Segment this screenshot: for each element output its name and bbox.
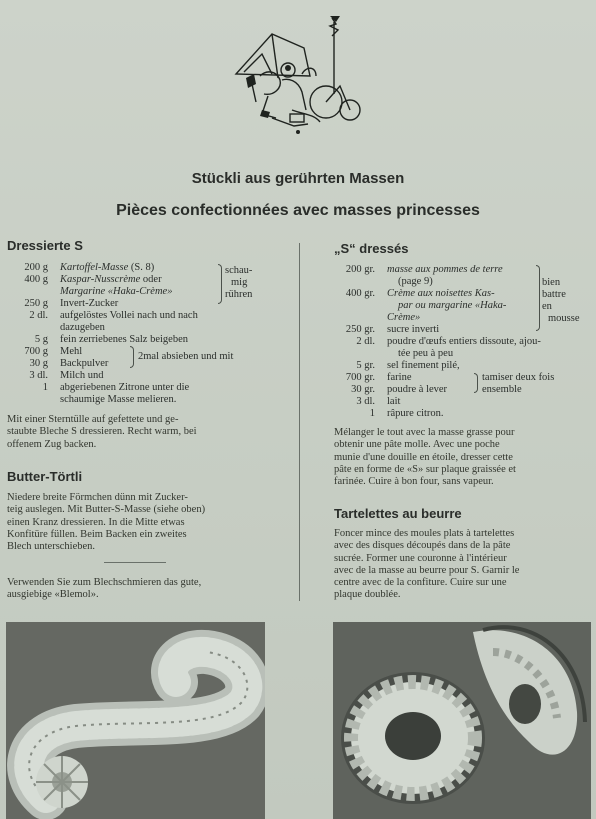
ingredient-quantity: 3 dl. bbox=[29, 370, 48, 381]
text-line: sucrée. Former une couronne à l'intérieur bbox=[334, 552, 507, 564]
s-pastry-photo bbox=[6, 622, 265, 819]
ingredient-text bbox=[60, 334, 188, 346]
ingredient-text bbox=[60, 298, 118, 310]
text-line: ausgiebige «Blemol». bbox=[7, 589, 99, 601]
ingredient-quantity: 2 dl. bbox=[356, 336, 375, 347]
ingredient-text: poudre à lever bbox=[387, 384, 448, 395]
ingredient-text: (page 9) bbox=[398, 276, 433, 287]
ingredient-name: Backpulver bbox=[60, 358, 109, 369]
ingredient-text: lait bbox=[387, 396, 401, 407]
ingredient-name: Mehl bbox=[60, 346, 83, 357]
ingredient-name: Milch und bbox=[60, 370, 104, 381]
text-line: pâte en forme de «S» sur plaque graissée et bbox=[334, 463, 516, 475]
text-line: avec de la masse au beurre pour S. Garnir le bbox=[334, 564, 520, 576]
ingredient-quantity: 200 g bbox=[24, 262, 48, 273]
left-brace-2 bbox=[130, 346, 134, 368]
text-line: Mélanger le tout avec la masse grasse pour bbox=[334, 427, 515, 438]
ingredient-text: par ou margarine «Haka- bbox=[398, 300, 507, 311]
text-line: Blech unterschieben. bbox=[7, 541, 96, 553]
ingredient-text bbox=[60, 274, 162, 286]
ingredient-text bbox=[60, 382, 189, 394]
ingredient-text bbox=[60, 322, 105, 334]
left-brace-1 bbox=[218, 264, 222, 304]
ingredient-name: dazugeben bbox=[60, 322, 105, 333]
ingredient-quantity: 3 dl. bbox=[356, 396, 375, 407]
ingredient-text bbox=[60, 286, 172, 298]
text-line: Konfitüre füllen. Beim Backen ein zweites bbox=[7, 528, 187, 540]
ingredient-text bbox=[60, 358, 108, 370]
left-brace-1-line: schau- bbox=[225, 265, 253, 276]
page-title: Stückli aus gerührten Massen bbox=[191, 170, 405, 187]
left-instructions-2 bbox=[7, 492, 263, 553]
ingredient-quantity: 400 gr. bbox=[345, 288, 375, 299]
text-line: avec des disques découpés dans de la pâte bbox=[334, 540, 511, 552]
right-instructions bbox=[334, 427, 590, 488]
right-heading: „S“ dressés bbox=[334, 241, 409, 256]
ingredient-name: abgeriebenen Zitrone unter die bbox=[60, 382, 190, 393]
right-brace-1-line: mousse bbox=[548, 313, 580, 324]
ingredient-name: Kaspar-Nusscrème bbox=[60, 274, 141, 285]
ingredient-text: masse aux pommes de terre bbox=[387, 264, 503, 275]
text-line: Verwenden Sie zum Blechschmieren das gute, bbox=[7, 577, 202, 588]
ingredient-quantity: 5 gr. bbox=[356, 360, 375, 371]
text-line: munie d'une douille en étoile, dresser cette bbox=[334, 451, 513, 463]
camping-illustration bbox=[232, 14, 362, 136]
ingredient-quantity: 1 bbox=[369, 408, 375, 419]
text-line: Mit einer Sterntülle auf gefettete und ge- bbox=[7, 414, 179, 425]
right-brace-2-line: ensemble bbox=[482, 384, 522, 395]
ingredient-text: sucre inverti bbox=[387, 324, 440, 335]
text-line: Foncer mince des moules plats à tartelettes bbox=[334, 528, 515, 539]
ingredient-quantity: 700 g bbox=[24, 346, 48, 357]
ingredient-quantity: 30 g bbox=[29, 358, 48, 369]
ingredient-note: oder bbox=[140, 274, 162, 285]
text-line: Niedere breite Förmchen dünn mit Zucker- bbox=[7, 492, 188, 503]
left-heading-2: Butter-Törtli bbox=[7, 469, 83, 484]
ingredient-note: (S. 8) bbox=[128, 262, 155, 273]
ingredient-text: Crème» bbox=[387, 312, 421, 323]
right-brace-2-line: tamiser deux fois bbox=[482, 372, 555, 383]
short-rule bbox=[104, 562, 166, 563]
ingredient-text bbox=[60, 262, 154, 274]
ingredient-quantity: 5 g bbox=[34, 334, 48, 345]
text-line: offenem Zug backen. bbox=[7, 438, 97, 450]
text-line: einen Kranz dressieren. In die Mitte etwas bbox=[7, 516, 185, 528]
tartelettes-photo bbox=[333, 622, 591, 819]
ingredient-quantity: 250 gr. bbox=[345, 324, 375, 335]
ingredient-quantity: 400 g bbox=[24, 274, 48, 285]
ingredient-text: Crème aux noisettes Kas- bbox=[387, 288, 495, 299]
text-line: obtenir une pâte molle. Avec une poche bbox=[334, 439, 500, 451]
ingredient-quantity: 700 gr. bbox=[345, 372, 375, 383]
right-brace-1-line: bien bbox=[542, 277, 561, 288]
left-heading: Dressierte S bbox=[7, 238, 83, 253]
left-brace-1-line: mig bbox=[231, 277, 248, 288]
ingredient-text bbox=[60, 394, 176, 406]
ingredient-name: Invert-Zucker bbox=[60, 298, 119, 309]
right-brace-1-line: battre bbox=[542, 289, 566, 300]
text-line: teig auslegen. Mit Butter-S-Masse (siehe oben) bbox=[7, 504, 206, 516]
ingredient-quantity: 2 dl. bbox=[29, 310, 48, 321]
ingredient-text bbox=[60, 370, 103, 382]
right-brace-1-line: en bbox=[542, 301, 552, 312]
text-line: plaque doublée. bbox=[334, 589, 401, 601]
ingredient-text bbox=[60, 346, 82, 358]
ingredient-text: sel finement pilé, bbox=[387, 360, 460, 371]
ingredient-text: poudre d'œufs entiers dissoute, ajou- bbox=[387, 336, 541, 347]
left-note bbox=[7, 577, 263, 602]
ingredient-text: farine bbox=[387, 372, 412, 383]
ingredient-quantity: 1 bbox=[42, 382, 48, 393]
left-instructions bbox=[7, 414, 263, 451]
text-line: farinée. Cuire à bon four, sans vapeur. bbox=[334, 476, 494, 488]
right-brace-1 bbox=[536, 265, 540, 331]
ingredient-quantity: 250 g bbox=[24, 298, 48, 309]
ingredient-name: fein zerriebenes Salz beigeben bbox=[60, 334, 188, 345]
ingredient-name: Margarine «Haka-Crème» bbox=[60, 286, 173, 297]
left-ingredient-list bbox=[0, 262, 296, 412]
page-subtitle: Pièces confectionnées avec masses princesses bbox=[116, 202, 480, 219]
ingredient-text bbox=[60, 310, 198, 322]
left-brace-1-line: rühren bbox=[225, 289, 253, 300]
text-line: centre avec de la confiture. Cuire sur une bbox=[334, 577, 507, 589]
ingredient-text: tée peu à peu bbox=[398, 348, 454, 359]
ingredient-name: schaumige Masse melieren. bbox=[60, 394, 177, 405]
ingredient-name: aufgelöstes Vollei nach und nach bbox=[60, 310, 198, 321]
ingredient-quantity: 200 gr. bbox=[345, 264, 375, 275]
right-brace-2 bbox=[474, 373, 478, 393]
ingredient-quantity: 30 gr. bbox=[351, 384, 375, 395]
left-brace-2-line: 2mal absieben und mit bbox=[138, 351, 234, 362]
ingredient-text: râpure citron. bbox=[387, 408, 444, 419]
right-heading-2: Tartelettes au beurre bbox=[334, 506, 462, 521]
text-line: staubte Bleche S dressieren. Recht warm, bei bbox=[7, 426, 197, 438]
ingredient-name: Kartoffel-Masse bbox=[60, 262, 129, 273]
right-instructions-2 bbox=[334, 528, 590, 602]
